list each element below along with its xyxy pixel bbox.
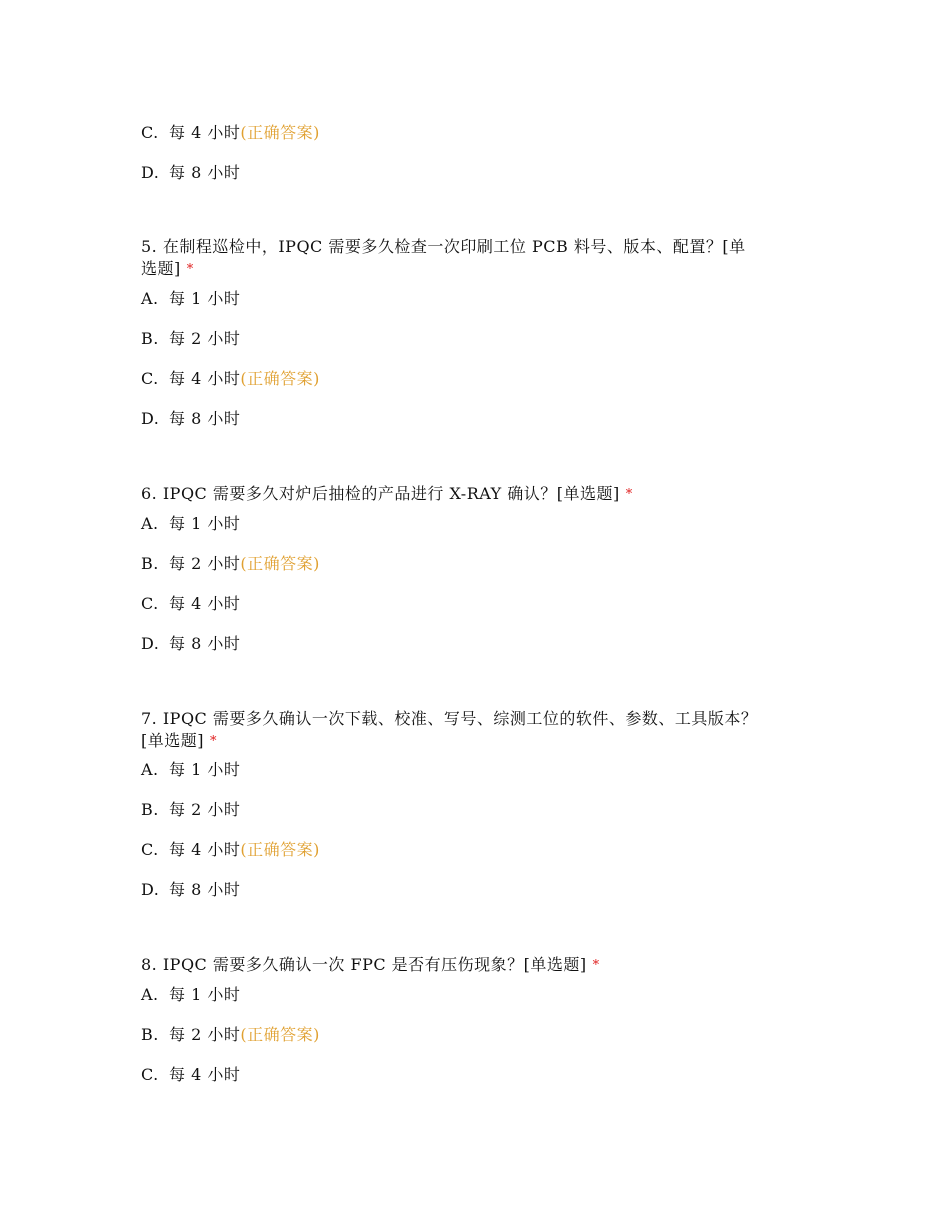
correct-answer-tag: (正确答案) [240,554,320,573]
option-letter: B. [141,329,159,348]
option-letter: A. [141,985,159,1004]
option-text: 每 2 小时 [169,1025,241,1044]
correct-answer-tag: (正确答案) [240,840,320,859]
option-letter: C. [141,594,159,613]
option-text: 每 4 小时 [169,123,241,142]
option-text: 每 1 小时 [169,985,241,1004]
option-text: 每 2 小时 [169,329,241,348]
option-letter: D. [141,634,160,653]
option-b [141,1024,320,1046]
option-letter: B. [141,800,159,819]
option-letter: D. [141,880,160,899]
option-letter: C. [141,123,159,142]
question-7-title: 7. IPQC 需要多久确认一次下载、校准、写号、综测工位的软件、参数、工具版本？ [141,709,758,728]
option-text: 每 8 小时 [169,634,241,653]
correct-answer-tag: (正确答案) [240,123,320,142]
option-text: 每 2 小时 [169,800,241,819]
option-c [141,593,240,615]
option-text: 每 4 小时 [169,1065,241,1084]
option-text: 每 1 小时 [169,514,241,533]
option-a [141,759,240,781]
option-c [141,122,320,144]
option-a [141,984,240,1006]
option-text: 每 8 小时 [169,409,241,428]
correct-answer-tag: (正确答案) [240,369,320,388]
option-text: 每 8 小时 [169,163,241,182]
option-b [141,328,240,350]
required-mark: * [625,487,633,502]
option-letter: A. [141,760,159,779]
option-letter: B. [141,1025,159,1044]
option-letter: C. [141,840,159,859]
option-text: 每 2 小时 [169,554,241,573]
option-d [141,633,240,655]
option-text: 每 4 小时 [169,594,241,613]
required-mark: * [592,958,600,973]
correct-answer-tag: (正确答案) [240,1025,320,1044]
option-letter: C. [141,369,159,388]
option-letter: B. [141,554,159,573]
required-mark: * [210,734,217,749]
option-letter: A. [141,289,159,308]
option-a [141,288,240,310]
option-c [141,368,320,390]
option-b [141,799,240,821]
option-c [141,1064,240,1086]
option-text: 每 1 小时 [169,760,241,779]
question-5-title-cont: 选题] * [141,259,194,278]
question-5-title: 5. 在制程巡检中，IPQC 需要多久检查一次印刷工位 PCB 料号、版本、配置？[单 [141,237,746,256]
option-b [141,553,320,575]
option-letter: C. [141,1065,159,1084]
option-letter: A. [141,514,159,533]
option-text: 每 4 小时 [169,369,241,388]
option-c [141,839,320,861]
option-text: 每 4 小时 [169,840,241,859]
option-d [141,162,240,184]
option-letter: D. [141,163,160,182]
required-mark: * [186,262,194,277]
option-d [141,879,240,901]
option-text: 每 1 小时 [169,289,241,308]
option-text: 每 8 小时 [169,880,241,899]
option-a [141,513,240,535]
option-letter: D. [141,409,160,428]
question-8-title: 8. IPQC 需要多久确认一次 FPC 是否有压伤现象？[单选题] * [141,955,600,974]
question-6-title: 6. IPQC 需要多久对炉后抽检的产品进行 X-RAY 确认？[单选题] * [141,484,633,503]
question-7-title-cont: [单选题] * [141,731,217,750]
option-d [141,408,240,430]
